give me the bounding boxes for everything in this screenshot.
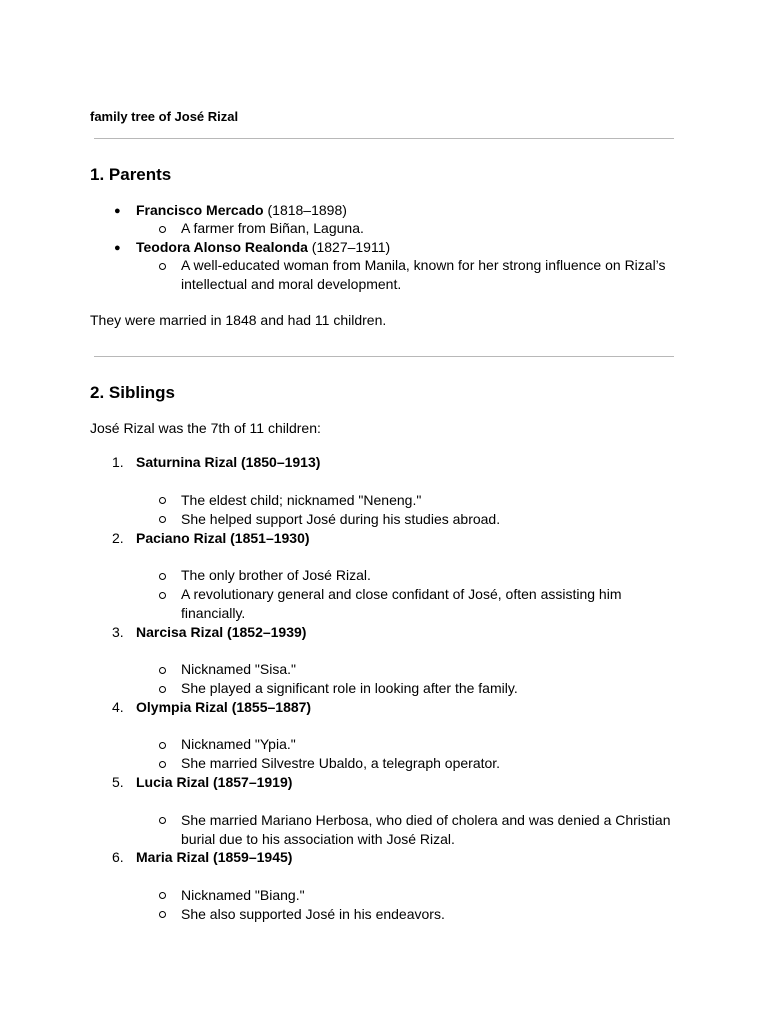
section-heading-siblings: 2. Siblings (90, 383, 176, 402)
list-number: 3. (112, 624, 124, 640)
parent-years: (1818–1898) (263, 202, 347, 218)
circle-bullet-icon (159, 761, 166, 768)
document-title: family tree of José Rizal (90, 109, 239, 124)
parent-line (136, 238, 390, 257)
circle-bullet-icon (159, 516, 166, 523)
list-number: 2. (112, 530, 124, 546)
sibling-detail: Nicknamed "Biang." (181, 887, 305, 903)
sibling-detail: She helped support José during his studies abroad. (181, 511, 501, 527)
sibling-name: Maria Rizal (1859–1945) (136, 849, 293, 865)
circle-bullet-icon (159, 226, 166, 233)
sibling-detail: She also supported José in his endeavors. (181, 906, 445, 922)
sibling-name: Paciano Rizal (1851–1930) (136, 530, 310, 546)
circle-bullet-icon (159, 667, 166, 674)
list-number: 5. (112, 774, 124, 790)
circle-bullet-icon (159, 817, 166, 824)
sibling-name: Olympia Rizal (1855–1887) (136, 699, 312, 715)
sibling-detail: Nicknamed "Ypia." (181, 736, 296, 752)
horizontal-rule (94, 138, 674, 139)
sibling-detail: The eldest child; nicknamed "Neneng." (181, 492, 422, 508)
circle-bullet-icon (159, 686, 166, 693)
horizontal-rule (94, 356, 674, 357)
circle-bullet-icon (159, 573, 166, 580)
list-number: 4. (112, 699, 124, 715)
bullet-icon: ● (114, 242, 121, 254)
siblings-intro: José Rizal was the 7th of 11 children: (90, 420, 321, 436)
sibling-name: Saturnina Rizal (1850–1913) (136, 454, 321, 470)
parent-years: (1827–1911) (307, 239, 391, 255)
parent-detail: A well-educated woman from Manila, known for her strong influence on Rizal’s intellectual and moral development. (181, 257, 666, 292)
sibling-detail: She married Silvestre Ubaldo, a telegraph operator. (181, 755, 501, 771)
circle-bullet-icon (159, 497, 166, 504)
parent-name: Teodora Alonso Realonda (136, 239, 308, 255)
parent-detail: A farmer from Biñan, Laguna. (181, 220, 364, 236)
circle-bullet-icon (159, 742, 166, 749)
circle-bullet-icon (159, 892, 166, 899)
sibling-detail: A revolutionary general and close confidant of José, often assisting him financially. (181, 586, 622, 621)
list-number: 1. (112, 454, 124, 470)
sibling-detail: She played a significant role in looking after the family. (181, 680, 518, 696)
circle-bullet-icon (159, 263, 166, 270)
circle-bullet-icon (159, 592, 166, 599)
bullet-icon: ● (114, 205, 121, 217)
sibling-name: Lucia Rizal (1857–1919) (136, 774, 293, 790)
list-number: 6. (112, 849, 124, 865)
parent-name: Francisco Mercado (136, 202, 264, 218)
sibling-name: Narcisa Rizal (1852–1939) (136, 624, 307, 640)
sibling-detail: She married Mariano Herbosa, who died of cholera and was denied a Christian burial due to his association with José Rizal. (181, 812, 671, 847)
section-heading-parents: 1. Parents (90, 165, 172, 184)
sibling-detail: Nicknamed "Sisa." (181, 661, 296, 677)
circle-bullet-icon (159, 911, 166, 918)
sibling-detail: The only brother of José Rizal. (181, 567, 371, 583)
parent-line (136, 201, 347, 220)
parents-note: They were married in 1848 and had 11 children. (90, 312, 387, 328)
